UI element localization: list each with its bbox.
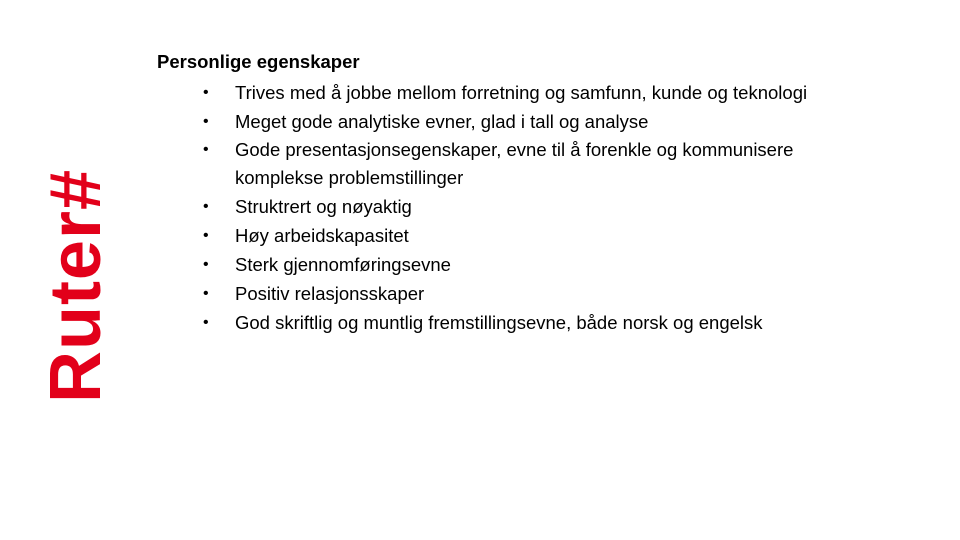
- bullet-icon: •: [203, 285, 209, 302]
- list-item-text: Meget gode analytiske evner, glad i tall og analyse: [235, 111, 649, 132]
- list-item: [157, 279, 937, 308]
- section-heading: Personlige egenskaper: [157, 51, 360, 72]
- ruter-logo: Ruter#: [36, 168, 116, 404]
- list-item: [157, 78, 937, 107]
- bullet-icon: •: [203, 314, 209, 331]
- list-item: [157, 221, 937, 250]
- list-item: [157, 192, 937, 221]
- list-item: [157, 136, 937, 192]
- list-item: [157, 250, 937, 279]
- bullet-icon: •: [203, 256, 209, 273]
- list-item-text: Struktrert og nøyaktig: [235, 196, 412, 217]
- qualities-list: [157, 78, 937, 337]
- list-item-text: Positiv relasjonsskaper: [235, 283, 425, 304]
- list-item-text: God skriftlig og muntlig fremstillingsevne, både norsk og engelsk: [235, 312, 763, 333]
- bullet-icon: •: [203, 227, 209, 244]
- list-item: [157, 308, 937, 337]
- list-item: [157, 107, 937, 136]
- content-block: [157, 50, 937, 337]
- list-item-text: Høy arbeidskapasitet: [235, 225, 409, 246]
- list-item-text: Trives med å jobbe mellom forretning og samfunn, kunde og teknologi: [235, 82, 808, 103]
- list-item-text: Gode presentasjonsegenskaper, evne til å forenkle og kommunisere komplekse problemstillinger: [235, 139, 794, 188]
- list-item-text: Sterk gjennomføringsevne: [235, 254, 451, 275]
- bullet-icon: •: [203, 84, 209, 101]
- bullet-icon: •: [203, 113, 209, 130]
- bullet-icon: •: [203, 198, 209, 215]
- bullet-icon: •: [203, 141, 209, 158]
